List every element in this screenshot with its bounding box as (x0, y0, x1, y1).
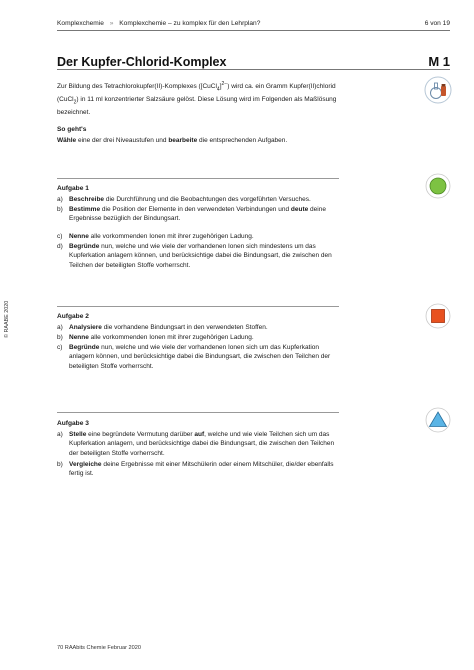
aufgabe-3-a: a) Stelle eine begründete Vermutung darüber auf, welche und wie viele Teilchen sich um das Kupferkation anlagern, und berücksichtige dabei die Bindungsart, die zwischen den Teilchen der beteiligten Stoffe vorherrscht. (57, 431, 335, 457)
breadcrumb-1[interactable]: Komplexchemie (57, 20, 104, 27)
aufgabe-2-title: Aufgabe 2 (57, 313, 89, 320)
breadcrumb-2[interactable]: Komplexchemie – zu komplex für den Lehrplan? (119, 20, 261, 27)
orange-square-icon (425, 303, 451, 329)
aufgabe-2-c: c) Begründe nun, welche und wie viele der vorhandenen Ionen sich um das Kupferkation anlagern können, und berücksichtige dabei die Bindungsart, die zwischen den Teilchen der beteiligten Stoffe vorherrscht. (57, 344, 331, 370)
section-divider (57, 412, 339, 413)
material-label: M 1 (428, 54, 450, 69)
aufgabe-1-b: b) Bestimme die Position der Elemente in den verwendeten Verbindungen und deute deine Ergebnisse bezüglich der Bindungsart. (57, 206, 326, 223)
page-header (57, 20, 450, 27)
aufgabe-1-c: c) Nenne alle vorkommenden Ionen mit ihrer zugehörigen Ladung. (57, 233, 254, 240)
header-divider (57, 30, 450, 31)
aufgabe-2-a: a) Analysiere die vorhandene Bindungsart in den verwendeten Stoffen. (57, 324, 268, 331)
intro-paragraph: Zur Bildung des Tetrachlorokupfer(II)-Komplexes ([CuCl$_4$]$^{2-}$) wird ca. ein Gramm Kupfer(II)chlorid (CuCl$_2$) in 11 ml konzentrierter Salzsäure gelöst. Diese Lösung wird im Folgenden als Maßlösung bezeichnet. (57, 81, 337, 116)
page-title: Der Kupfer-Chlorid-Komplex (57, 55, 227, 69)
section-divider (57, 306, 339, 307)
aufgabe-3-b: b) Vergleiche deine Ergebnisse mit einer Mitschülerin oder einem Mitschüler, die/der ebenfalls fertig ist. (57, 461, 334, 478)
section-divider (57, 178, 339, 179)
lab-flask-icon (424, 76, 452, 104)
page-number: 6 von 19 (424, 20, 450, 27)
green-circle-icon (425, 173, 451, 199)
aufgabe-3-title: Aufgabe 3 (57, 420, 89, 427)
title-divider (57, 69, 450, 70)
aufgabe-1-title: Aufgabe 1 (57, 185, 89, 192)
blue-triangle-icon (425, 407, 451, 433)
howto-title: So geht's (57, 126, 87, 133)
page-footer: 70 RAAbits Chemie Februar 2020 (57, 645, 141, 651)
copyright-note: © RAABE 2020 (4, 300, 10, 338)
aufgabe-2-b: b) Nenne alle vorkommenden Ionen mit ihrer zugehörigen Ladung. (57, 334, 254, 341)
breadcrumb-separator: » (109, 20, 114, 27)
aufgabe-1-a: a) Beschreibe die Durchführung und die Beobachtungen des vorgeführten Versuches. (57, 196, 311, 203)
howto-text: Wähle eine der drei Niveaustufen und bearbeite die entsprechenden Aufgaben. (57, 137, 288, 144)
aufgabe-1-d: d) Begründe nun, welche und wie viele der vorhandenen Ionen sich mindestens um das Kupferkation anlagern können, und berücksichtige dabei die Bindungsart, die zwischen den Teilchen der beteiligten Stoffe vorherrscht. (57, 243, 332, 269)
